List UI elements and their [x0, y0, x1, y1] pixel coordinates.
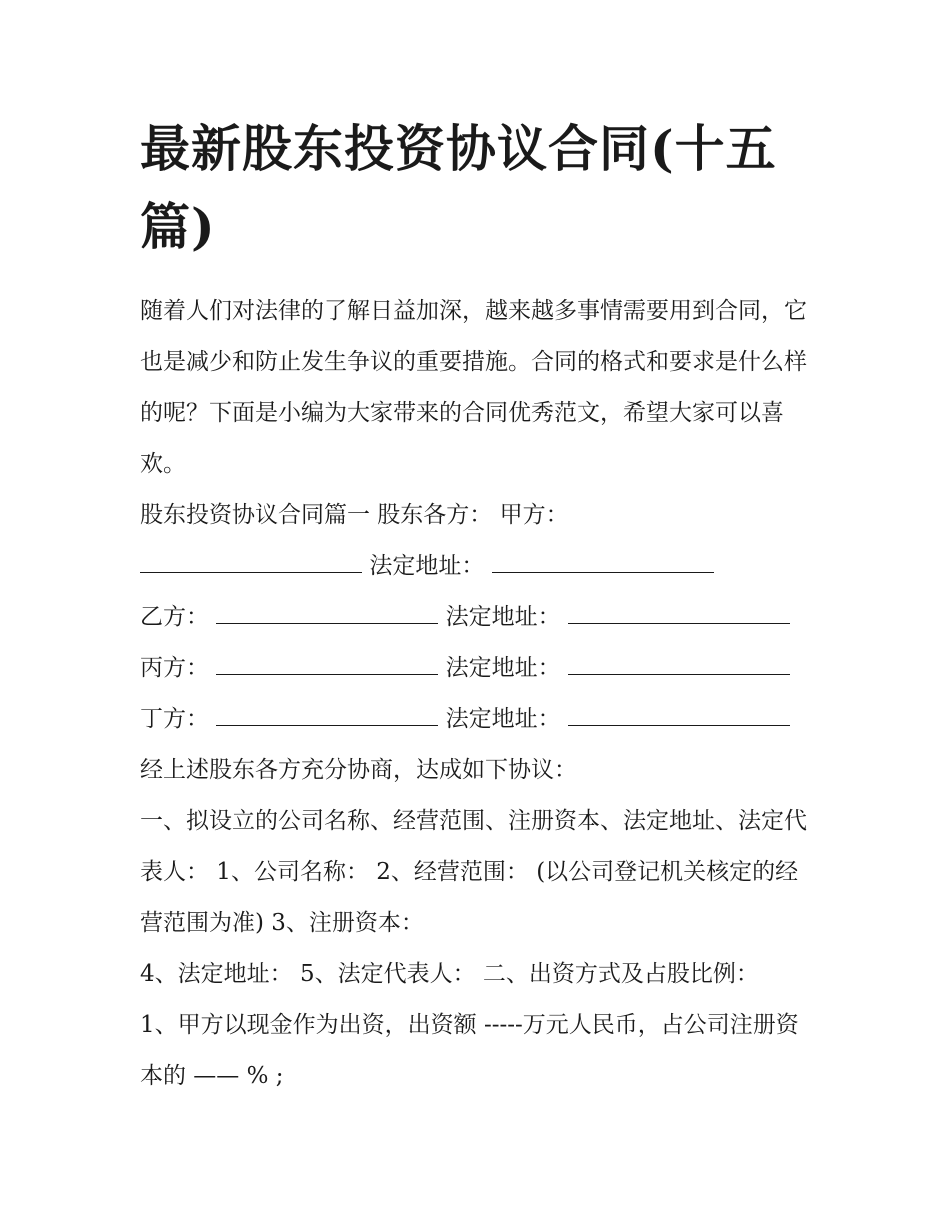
- party-name-blank: [216, 605, 438, 624]
- party-name-blank: [216, 707, 438, 726]
- party-d-row: [140, 694, 820, 745]
- clause-paragraph: 一、拟设立的公司名称、经营范围、注册资本、法定地址、法定代表人： 1、公司名称： 2、经营范围： (以公司登记机关核定的经营范围为准) 3、注册资本：: [140, 808, 807, 936]
- document-body: [140, 110, 820, 1102]
- clause-paragraph: 1、甲方以现金作为出资，出资额 -----万元人民币，占公司注册资本的 —— % ;: [140, 1012, 799, 1089]
- agreement-intro: 经上述股东各方充分协商，达成如下协议：: [140, 757, 577, 783]
- party-label: 乙方：: [140, 604, 209, 630]
- section-heading: 股东投资协议合同篇一 股东各方： 甲方：: [140, 502, 569, 528]
- party-a-name-blank: [140, 554, 362, 573]
- party-label: 丙方：: [140, 655, 209, 681]
- party-c-row: [140, 643, 820, 694]
- address-label: 法定地址：: [369, 553, 485, 579]
- document-title: 最新股东投资协议合同(十五篇): [140, 119, 777, 256]
- party-a-address-row: [140, 541, 820, 592]
- party-label: 丁方：: [140, 706, 209, 732]
- party-name-blank: [216, 656, 438, 675]
- party-a-address-blank: [492, 554, 714, 573]
- intro-paragraph: 随着人们对法律的了解日益加深，越来越多事情需要用到合同，它也是减少和防止发生争议的重要措施。合同的格式和要求是什么样的呢？下面是小编为大家带来的合同优秀范文，希望大家可以喜欢。: [140, 298, 807, 477]
- party-address-blank: [568, 605, 790, 624]
- address-label: 法定地址：: [445, 706, 561, 732]
- party-address-blank: [568, 656, 790, 675]
- party-b-row: [140, 592, 820, 643]
- address-label: 法定地址：: [445, 604, 561, 630]
- clause-paragraph: 4、法定地址： 5、法定代表人： 二、出资方式及占股比例：: [140, 961, 759, 987]
- address-label: 法定地址：: [445, 655, 561, 681]
- party-address-blank: [568, 707, 790, 726]
